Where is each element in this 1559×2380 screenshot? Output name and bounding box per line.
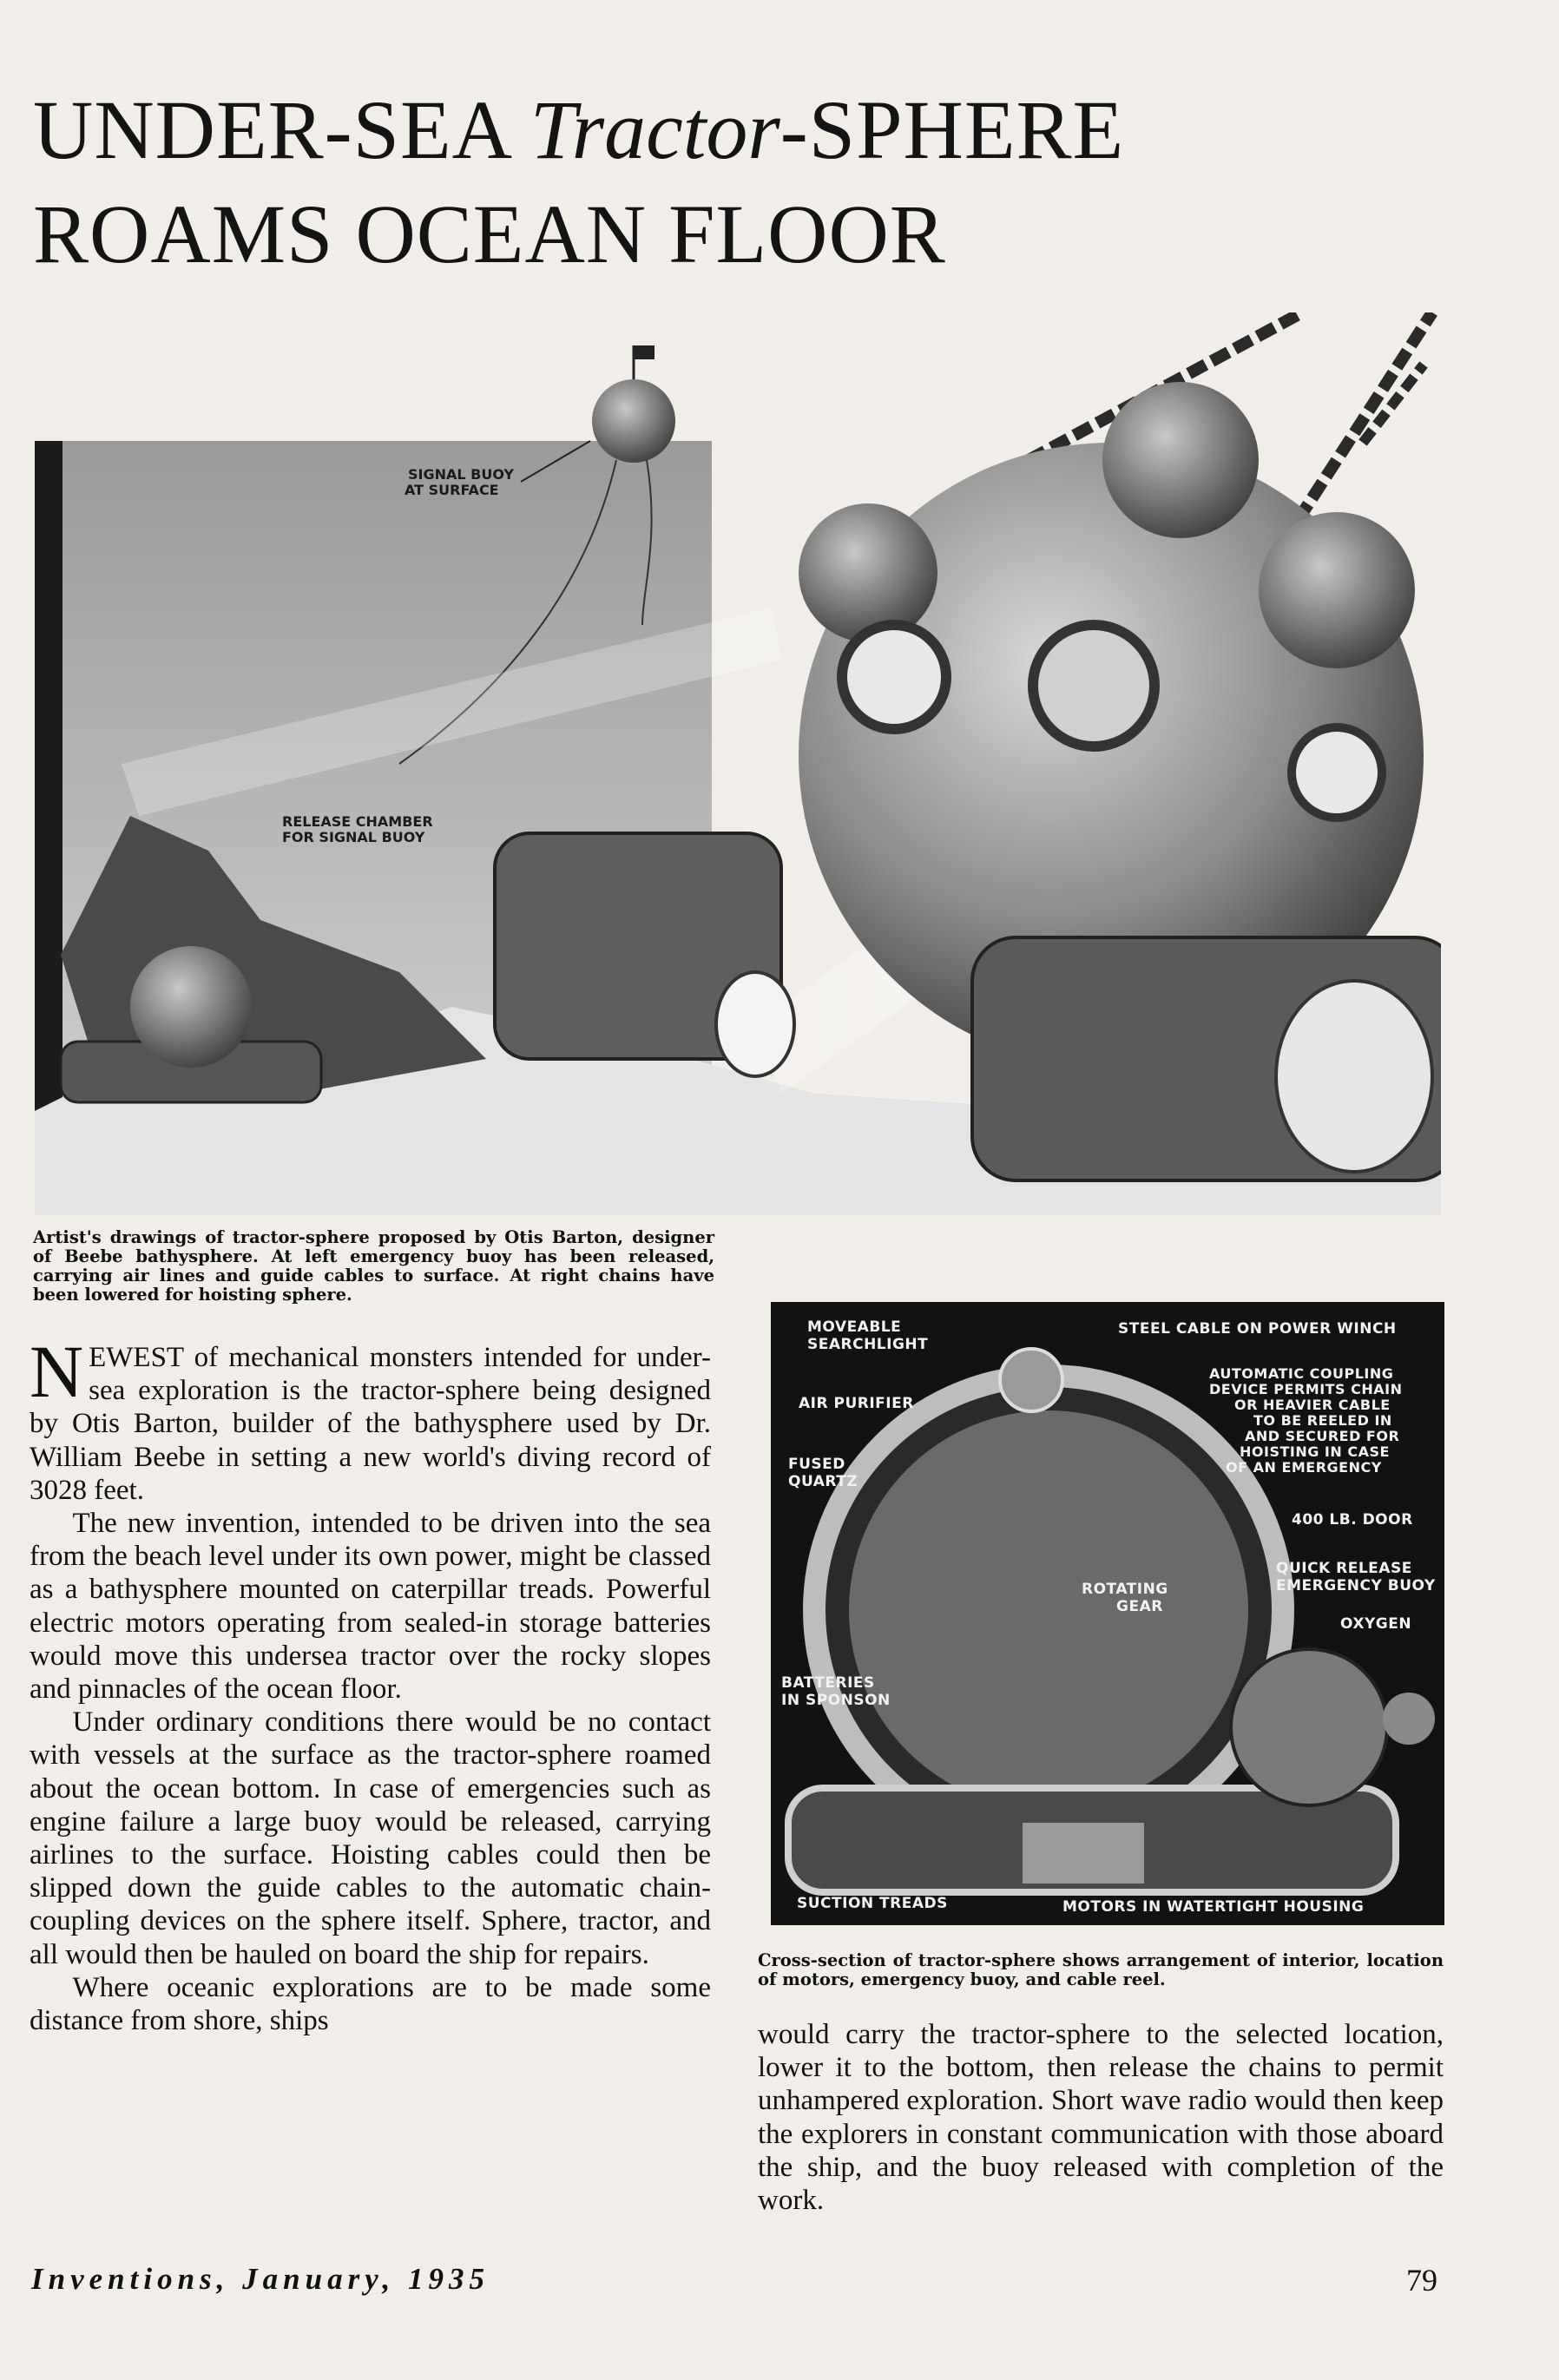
article-paragraph-1: NEWEST of mechanical monsters intended for under-sea exploration is the tractor-sphere being designed by Otis Barton, builder of the bathysphere used by Dr. William Beebe in setting a new world's diving record of 3028 feet. <box>30 1330 711 1506</box>
searchlight-housing <box>1000 1349 1062 1411</box>
article-paragraph-2: The new invention, intended to be driven into the sea from the beach level under its own power, might be classed as a bathysphere mounted on caterpillar treads. Powerful electric motors operating from sealed-in storage batteries would move this undersea tractor over the rocky slopes and pinnacles of the ocean floor. <box>30 1508 711 1706</box>
article-paragraph-4: Where oceanic explorations are to be made some distance from shore, ships <box>30 1971 711 2037</box>
headline-script-word: Tractor <box>530 83 780 176</box>
label-motors: MOTORS IN WATERTIGHT HOUSING <box>1062 1898 1365 1916</box>
tractor-sphere-illustration <box>35 312 1441 1215</box>
article-column-2 <box>758 2018 1444 2217</box>
bottom-caption: Cross-section of tractor-sphere shows arrangement of interior, location of motors, emergency buoy, and cable reel. <box>758 1950 1444 1989</box>
small-tractor-sphere <box>130 946 252 1068</box>
label-moveable-1: MOVEABLE <box>807 1318 902 1336</box>
article-paragraph-3: Under ordinary conditions there would be no contact with vessels at the surface as the tractor-sphere roamed about the ocean bottom. In case of emergencies such as engine failure a large buoy would be released, carrying airlines to the surface. Hoisting cables could then be slipped down the guide cables to the automatic chain-coupling devices on the sphere itself. Sphere, tractor, and all would then be hauled on board the ship for repairs. <box>30 1706 711 1970</box>
emergency-buoy <box>1231 1649 1387 1805</box>
label-coupling-2: DEVICE PERMITS CHAIN <box>1209 1381 1403 1397</box>
label-door: 400 LB. DOOR <box>1292 1511 1413 1529</box>
porthole-left <box>842 625 946 729</box>
headline-line-1: UNDER-SEA Tractor-SPHERE <box>33 83 1125 176</box>
label-moveable-2: SEARCHLIGHT <box>807 1336 929 1353</box>
headline-line-2: ROAMS OCEAN FLOOR <box>33 187 946 280</box>
label-quick-2: EMERGENCY BUOY <box>1276 1577 1436 1594</box>
label-rotating-1: ROTATING <box>1082 1581 1168 1598</box>
buoy-flag-icon <box>634 345 655 359</box>
signal-buoy <box>592 379 675 463</box>
label-batteries-2: IN SPONSON <box>781 1692 891 1709</box>
label-suction: SUCTION TREADS <box>797 1895 948 1912</box>
article-paragraph-5: would carry the tractor-sphere to the selected location, lower it to the bottom, then release the chains to permit unhampered exploration. Short wave radio would then keep the explorers in constant communication with those aboard the ship, and the buoy released with completion of the work. <box>758 2019 1444 2217</box>
signal-buoy-label-1: SIGNAL BUOY <box>408 466 514 483</box>
label-coupling-7: OF AN EMERGENCY <box>1226 1459 1382 1476</box>
headline <box>33 78 1161 286</box>
top-caption: Artist's drawings of tractor-sphere proposed by Otis Barton, designer of Beebe bathysphere. At left emergency buoy has been released, carrying air lines and guide cables to surface. At right chains have been lowered for hoisting sphere. <box>33 1227 714 1305</box>
porthole-center <box>1033 625 1154 746</box>
label-coupling-6: HOISTING IN CASE <box>1240 1443 1390 1460</box>
signal-buoy-label-2: AT SURFACE <box>405 482 499 498</box>
label-batteries-1: BATTERIES <box>781 1674 875 1692</box>
label-oxygen: OXYGEN <box>1340 1615 1412 1633</box>
top-ear-left <box>799 503 937 642</box>
footer-publication: Inventions, January, 1935 <box>31 2262 490 2296</box>
sphere-interior <box>849 1410 1248 1810</box>
drop-cap: N <box>30 1330 84 1413</box>
label-coupling-3: OR HEAVIER CABLE <box>1234 1397 1391 1413</box>
label-fused-2: QUARTZ <box>788 1473 858 1490</box>
searchlight-lamp <box>716 972 794 1076</box>
label-fused-1: FUSED <box>788 1456 845 1473</box>
label-air-purifier: AIR PURIFIER <box>799 1395 914 1412</box>
oxygen-tank <box>1383 1693 1435 1745</box>
reel-housing <box>1023 1823 1144 1884</box>
cross-section-diagram <box>771 1302 1444 1925</box>
label-coupling-5: AND SECURED FOR <box>1245 1428 1400 1444</box>
top-ear-middle <box>1102 382 1259 538</box>
release-chamber-label-1: RELEASE CHAMBER <box>282 813 433 830</box>
page-number: 79 <box>1406 2263 1437 2298</box>
label-quick-1: QUICK RELEASE <box>1276 1560 1412 1577</box>
label-coupling-1: AUTOMATIC COUPLING <box>1209 1365 1394 1382</box>
porthole-right <box>1292 727 1382 818</box>
release-chamber-label-2: FOR SIGNAL BUOY <box>282 829 425 845</box>
tread-wheel-icon <box>1276 981 1432 1172</box>
panel-border <box>35 441 62 1127</box>
top-ear-right <box>1259 512 1415 668</box>
label-rotating-2: GEAR <box>1116 1598 1163 1615</box>
label-coupling-4: TO BE REELED IN <box>1253 1412 1392 1429</box>
article-column-1 <box>30 1330 711 2037</box>
label-steel-cable: STEEL CABLE ON POWER WINCH <box>1118 1320 1397 1338</box>
